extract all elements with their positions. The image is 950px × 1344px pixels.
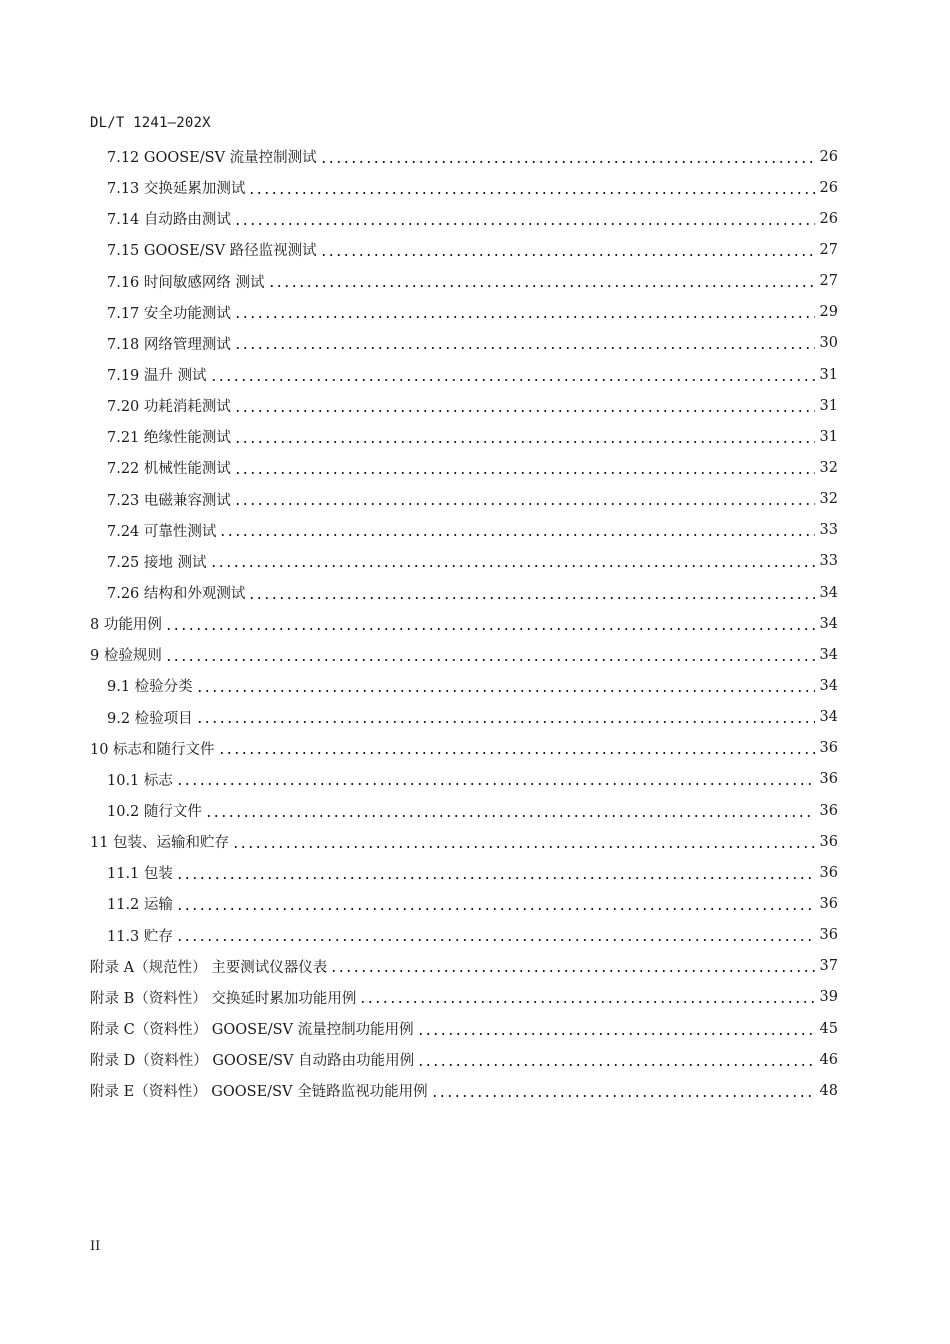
toc-entry-page: 26	[819, 148, 838, 165]
toc-entry-page: 30	[819, 335, 838, 352]
toc-dot-leader	[359, 1001, 815, 1003]
toc-entry[interactable]	[90, 764, 838, 795]
toc-entry-title: 9.1 检验分类	[107, 679, 193, 696]
toc-dot-leader	[234, 472, 815, 474]
toc-dot-leader	[205, 815, 815, 817]
toc-entry-page: 31	[819, 428, 838, 445]
toc-entry-title: 附录 D（资料性） GOOSE/SV 自动路由功能用例	[90, 1053, 415, 1070]
toc-entry[interactable]	[90, 702, 838, 733]
toc-entry-title: 11.1 包装	[107, 866, 173, 883]
toc-entry[interactable]	[90, 608, 838, 639]
toc-entry[interactable]	[90, 826, 838, 857]
toc-entry-page: 27	[819, 273, 838, 290]
toc-entry[interactable]	[90, 515, 838, 546]
toc-entry[interactable]	[90, 857, 838, 888]
toc-entry[interactable]	[90, 1013, 838, 1044]
toc-entry-page: 36	[819, 927, 838, 944]
toc-entry-title: 7.13 交换延累加测试	[107, 181, 246, 198]
page-number: II	[90, 1239, 101, 1254]
toc-entry[interactable]	[90, 359, 838, 390]
toc-dot-leader	[176, 939, 815, 941]
toc-entry[interactable]	[90, 172, 838, 203]
toc-entry[interactable]	[90, 203, 838, 234]
toc-entry-page: 36	[819, 895, 838, 912]
toc-dot-leader	[248, 192, 815, 194]
toc-entry-title: 10 标志和随行文件	[90, 741, 215, 758]
toc-entry-title: 7.12 GOOSE/SV 流量控制测试	[107, 150, 317, 167]
toc-entry-title: 7.15 GOOSE/SV 路径监视测试	[107, 243, 317, 260]
toc-dot-leader	[320, 161, 815, 163]
toc-entry-page: 32	[819, 491, 838, 508]
toc-dot-leader	[234, 347, 815, 349]
toc-dot-leader	[417, 1064, 815, 1066]
toc-dot-leader	[234, 316, 815, 318]
toc-dot-leader	[176, 877, 815, 879]
toc-entry[interactable]	[90, 484, 838, 515]
toc-dot-leader	[320, 254, 815, 256]
toc-entry-page: 34	[819, 646, 838, 663]
toc-entry[interactable]	[90, 1075, 838, 1106]
toc-dot-leader	[330, 970, 815, 972]
toc-entry[interactable]	[90, 390, 838, 421]
toc-dot-leader	[248, 597, 815, 599]
toc-entry[interactable]	[90, 266, 838, 297]
toc-entry-page: 33	[819, 522, 838, 539]
toc-entry-title: 11 包装、运输和贮存	[90, 835, 230, 852]
toc-dot-leader	[210, 379, 815, 381]
toc-dot-leader	[165, 659, 815, 661]
toc-entry-title: 11.3 贮存	[107, 928, 173, 945]
toc-dot-leader	[210, 565, 815, 567]
toc-entry-title: 10.1 标志	[107, 772, 173, 789]
toc-entry-page: 31	[819, 397, 838, 414]
toc-dot-leader	[268, 285, 815, 287]
toc-entry[interactable]	[90, 452, 838, 483]
toc-entry[interactable]	[90, 795, 838, 826]
toc-entry[interactable]	[90, 141, 838, 172]
toc-entry-page: 29	[819, 304, 838, 321]
toc-entry-page: 36	[819, 771, 838, 788]
toc-entry-page: 36	[819, 864, 838, 881]
toc-entry[interactable]	[90, 888, 838, 919]
toc-entry-title: 7.24 可靠性测试	[107, 523, 217, 540]
toc-entry[interactable]	[90, 733, 838, 764]
toc-entry-page: 34	[819, 584, 838, 601]
toc-entry-title: 7.25 接地 测试	[107, 554, 207, 571]
toc-entry-title: 7.14 自动路由测试	[107, 212, 231, 229]
toc-dot-leader	[165, 628, 815, 630]
toc-dot-leader	[234, 503, 815, 505]
toc-dot-leader	[219, 534, 815, 536]
toc-entry[interactable]	[90, 920, 838, 951]
toc-entry-title: 11.2 运输	[107, 897, 173, 914]
toc-entry[interactable]	[90, 1044, 838, 1075]
toc-entry-title: 7.19 温升 测试	[107, 368, 207, 385]
toc-entry-title: 7.26 结构和外观测试	[107, 586, 246, 603]
toc-entry-title: 7.20 功耗消耗测试	[107, 399, 231, 416]
toc-entry-page: 34	[819, 709, 838, 726]
toc-entry[interactable]	[90, 951, 838, 982]
table-of-contents	[90, 141, 838, 1106]
toc-entry[interactable]	[90, 328, 838, 359]
toc-entry[interactable]	[90, 234, 838, 265]
toc-entry-page: 31	[819, 366, 838, 383]
toc-entry-title: 7.17 安全功能测试	[107, 305, 231, 322]
toc-entry-title: 附录 A（规范性） 主要测试仪器仪表	[90, 959, 328, 976]
toc-dot-leader	[234, 441, 815, 443]
toc-entry[interactable]	[90, 421, 838, 452]
toc-entry-title: 10.2 随行文件	[107, 804, 202, 821]
toc-entry-page: 48	[819, 1082, 838, 1099]
toc-dot-leader	[176, 908, 815, 910]
toc-entry-page: 26	[819, 179, 838, 196]
toc-entry[interactable]	[90, 670, 838, 701]
toc-dot-leader	[232, 846, 815, 848]
toc-entry-title: 附录 C（资料性） GOOSE/SV 流量控制功能用例	[90, 1022, 414, 1038]
toc-entry-title: 8 功能用例	[90, 617, 162, 634]
toc-dot-leader	[196, 721, 815, 723]
document-code: DL/T 1241—202X	[90, 115, 211, 131]
toc-entry-page: 45	[819, 1020, 838, 1037]
toc-entry-page: 39	[819, 989, 838, 1006]
toc-entry-title: 9 检验规则	[90, 648, 162, 665]
toc-entry-title: 7.23 电磁兼容测试	[107, 492, 231, 509]
toc-entry[interactable]	[90, 546, 838, 577]
toc-entry[interactable]	[90, 982, 838, 1013]
toc-entry-page: 36	[819, 802, 838, 819]
toc-dot-leader	[176, 783, 815, 785]
toc-entry-page: 36	[819, 833, 838, 850]
toc-entry-title: 7.21 绝缘性能测试	[107, 430, 231, 447]
toc-entry-title: 7.16 时间敏感网络 测试	[107, 274, 265, 291]
toc-entry[interactable]	[90, 639, 838, 670]
toc-entry-page: 46	[819, 1051, 838, 1068]
toc-dot-leader	[431, 1095, 815, 1097]
toc-entry-page: 36	[819, 740, 838, 757]
toc-entry-page: 32	[819, 459, 838, 476]
toc-entry-page: 34	[819, 615, 838, 632]
toc-dot-leader	[234, 410, 815, 412]
toc-entry-page: 33	[819, 553, 838, 570]
toc-entry-page: 27	[819, 241, 838, 258]
toc-entry-title: 附录 E（资料性） GOOSE/SV 全链路监视功能用例	[90, 1084, 428, 1101]
toc-entry[interactable]	[90, 297, 838, 328]
toc-entry[interactable]	[90, 577, 838, 608]
toc-entry-page: 34	[819, 677, 838, 694]
toc-entry-page: 37	[819, 958, 838, 975]
toc-entry-title: 9.2 检验项目	[107, 710, 193, 727]
toc-dot-leader	[234, 223, 815, 225]
toc-entry-page: 26	[819, 210, 838, 227]
toc-dot-leader	[417, 1033, 815, 1035]
toc-entry-title: 7.22 机械性能测试	[107, 461, 231, 478]
toc-dot-leader	[218, 752, 815, 754]
toc-entry-title: 7.18 网络管理测试	[107, 336, 231, 353]
toc-dot-leader	[196, 690, 815, 692]
toc-entry-title: 附录 B（资料性） 交换延时累加功能用例	[90, 990, 357, 1007]
